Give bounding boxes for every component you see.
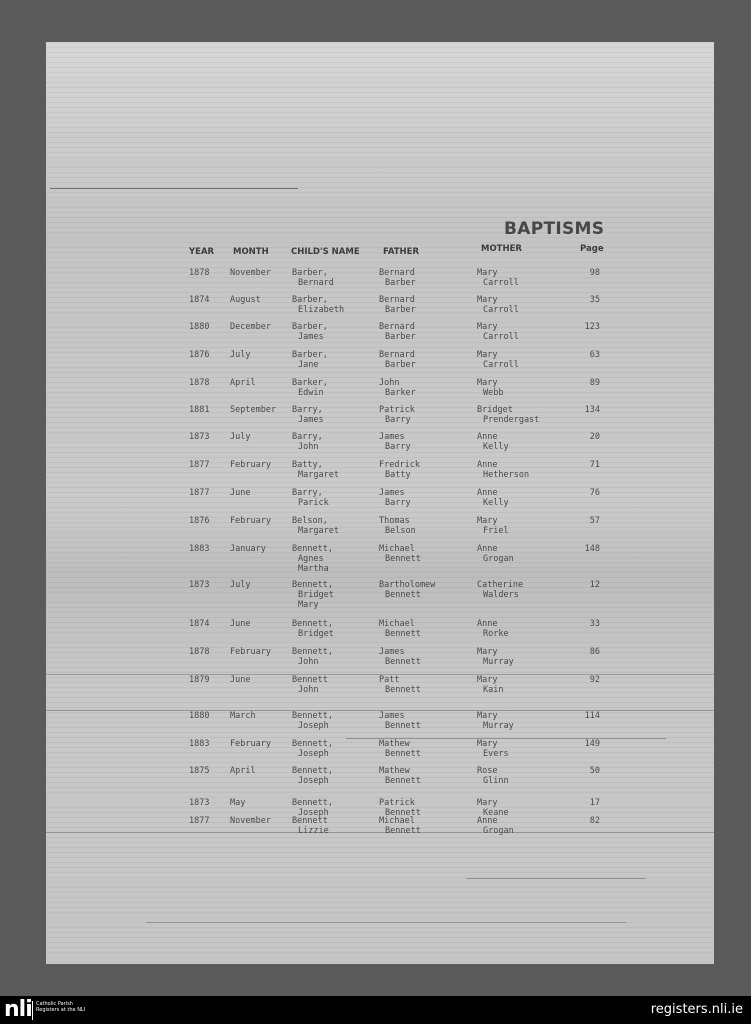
cell-month: November	[230, 816, 271, 826]
father-line: Bennett	[385, 808, 421, 818]
cell-page: 17	[589, 798, 600, 808]
child-line: Elizabeth	[298, 305, 345, 315]
child-line: Barber,	[292, 295, 328, 305]
header-year: YEAR	[189, 247, 215, 257]
mother-line: Mary	[477, 675, 498, 685]
cell-child	[292, 647, 333, 667]
cell-page: 98	[589, 268, 600, 278]
mother-line: Evers	[483, 749, 509, 759]
mother-line: Hetherson	[483, 470, 530, 480]
child-line: Lizzie	[298, 826, 329, 836]
child-line: Margaret	[298, 470, 339, 480]
father-line: Bennett	[385, 657, 421, 667]
cell-child	[292, 322, 328, 342]
cell-child	[292, 516, 339, 536]
child-line: Bennett,	[292, 766, 333, 776]
cell-page: 123	[584, 322, 600, 332]
cell-year: 1875	[189, 766, 210, 776]
cell-page: 134	[584, 405, 600, 415]
cell-child	[292, 619, 334, 639]
cell-year: 1883	[189, 544, 210, 554]
cell-year: 1878	[189, 268, 210, 278]
cell-month: March	[230, 711, 256, 721]
cell-page: 89	[589, 378, 600, 388]
cell-father	[379, 322, 416, 342]
mother-line: Anne	[477, 488, 498, 498]
child-line: Joseph	[298, 721, 329, 731]
logo-caption: Catholic Parish Registers at the NLI	[36, 1001, 86, 1013]
cell-mother	[477, 405, 539, 425]
cell-father	[379, 798, 421, 818]
cell-year: 1876	[189, 516, 210, 526]
cell-child	[292, 432, 323, 452]
father-line: Michael	[379, 544, 415, 554]
cell-year: 1874	[189, 619, 210, 629]
cell-mother	[477, 516, 509, 536]
cell-year: 1877	[189, 460, 210, 470]
cell-mother	[477, 488, 509, 508]
father-line: Bernard	[379, 295, 415, 305]
cell-page: 12	[589, 580, 600, 590]
child-line: Bennett,	[292, 619, 333, 629]
cell-mother	[477, 739, 509, 759]
cell-month: February	[230, 739, 271, 749]
cell-mother	[477, 350, 519, 370]
cell-father	[379, 405, 415, 425]
child-line: John	[298, 657, 319, 667]
cell-year: 1876	[189, 350, 210, 360]
child-line: Bennett,	[292, 711, 333, 721]
mother-line: Prendergast	[483, 415, 540, 425]
mother-line: Catherine	[477, 580, 524, 590]
cell-mother	[477, 711, 514, 731]
cell-father	[379, 268, 416, 288]
header-father: FATHER	[383, 247, 420, 257]
father-line: Bennett	[385, 685, 421, 695]
cell-page: 71	[589, 460, 600, 470]
father-line: James	[379, 711, 405, 721]
child-line: John	[298, 442, 319, 452]
cell-year: 1879	[189, 675, 210, 685]
child-line: Bennett,	[292, 544, 333, 554]
father-line: Mathew	[379, 766, 410, 776]
site-link[interactable]: registers.nli.ie	[650, 1002, 743, 1017]
cell-mother	[477, 544, 514, 564]
child-line: Joseph	[298, 808, 329, 818]
child-line: Bennett	[292, 675, 328, 685]
cell-mother	[477, 816, 514, 836]
cell-month: February	[230, 460, 271, 470]
cell-year: 1873	[189, 580, 210, 590]
header-month: MONTH	[233, 247, 269, 257]
cell-month: June	[230, 619, 251, 629]
cell-father	[379, 432, 411, 452]
child-line: James	[298, 332, 324, 342]
cell-mother	[477, 798, 509, 818]
mother-line: Glinn	[483, 776, 509, 786]
mother-line: Anne	[477, 460, 498, 470]
mother-line: Murray	[483, 657, 514, 667]
child-line: Mary	[298, 600, 319, 610]
father-line: John	[379, 378, 400, 388]
father-line: Barber	[385, 332, 416, 342]
cell-month: February	[230, 516, 271, 526]
cell-page: 57	[589, 516, 600, 526]
cell-father	[379, 647, 421, 667]
cell-page: 63	[589, 350, 600, 360]
cell-mother	[477, 432, 509, 452]
cell-child	[292, 544, 333, 574]
cell-month: July	[230, 432, 251, 442]
cell-mother	[477, 295, 519, 315]
cell-father	[379, 544, 421, 564]
child-line: James	[298, 415, 324, 425]
father-line: Bernard	[379, 350, 415, 360]
cell-page: 82	[589, 816, 600, 826]
cell-child	[292, 488, 329, 508]
cell-month: September	[230, 405, 277, 415]
father-line: Bennett	[385, 554, 421, 564]
cell-month: July	[230, 580, 251, 590]
register-page	[46, 42, 714, 964]
father-line: Bennett	[385, 629, 421, 639]
cell-father	[379, 619, 421, 639]
father-line: Bartholomew	[379, 580, 436, 590]
footer-bar	[0, 996, 751, 1024]
mother-line: Grogan	[483, 826, 514, 836]
father-line: Bennett	[385, 776, 421, 786]
mother-line: Anne	[477, 619, 498, 629]
child-line: Edwin	[298, 388, 324, 398]
father-line: Bernard	[379, 322, 415, 332]
cell-month: May	[230, 798, 246, 808]
father-line: Barker	[385, 388, 416, 398]
mother-line: Anne	[477, 544, 498, 554]
child-line: Belson,	[292, 516, 328, 526]
cell-father	[379, 711, 421, 731]
cell-child	[292, 295, 344, 315]
father-line: Barry	[385, 415, 411, 425]
mother-line: Mary	[477, 798, 498, 808]
cell-page: 20	[589, 432, 600, 442]
cell-mother	[477, 675, 503, 695]
mother-line: Murray	[483, 721, 514, 731]
father-line: Bernard	[379, 268, 415, 278]
cell-mother	[477, 647, 514, 667]
cell-page: 35	[589, 295, 600, 305]
mother-line: Mary	[477, 739, 498, 749]
mother-line: Kelly	[483, 498, 509, 508]
mother-line: Rose	[477, 766, 498, 776]
cell-child	[292, 816, 329, 836]
child-line: Barry,	[292, 405, 323, 415]
cell-year: 1873	[189, 798, 210, 808]
cell-father	[379, 295, 416, 315]
child-line: Joseph	[298, 749, 329, 759]
father-line: Bennett	[385, 749, 421, 759]
cell-mother	[477, 268, 519, 288]
father-line: Batty	[385, 470, 411, 480]
cell-father	[379, 739, 421, 759]
father-line: Barry	[385, 442, 411, 452]
cell-child	[292, 268, 334, 288]
mother-line: Bridget	[477, 405, 513, 415]
father-line: Patrick	[379, 405, 415, 415]
cell-year: 1873	[189, 432, 210, 442]
cell-year: 1878	[189, 647, 210, 657]
cell-child	[292, 580, 334, 610]
cell-child	[292, 350, 328, 370]
cell-father	[379, 766, 421, 786]
child-line: Joseph	[298, 776, 329, 786]
child-line: Barber,	[292, 322, 328, 332]
cell-child	[292, 766, 333, 786]
cell-father	[379, 580, 435, 600]
cell-year: 1874	[189, 295, 210, 305]
cell-page: 148	[584, 544, 600, 554]
mother-line: Rorke	[483, 629, 509, 639]
child-line: Margaret	[298, 526, 339, 536]
mother-line: Friel	[483, 526, 509, 536]
cell-child	[292, 460, 339, 480]
child-line: Bridget	[298, 590, 334, 600]
cell-mother	[477, 580, 523, 600]
cell-page: 50	[589, 766, 600, 776]
cell-page: 86	[589, 647, 600, 657]
father-line: Barber	[385, 305, 416, 315]
header-page: Page	[580, 244, 604, 254]
child-line: Bennett,	[292, 580, 333, 590]
child-line: Bennett,	[292, 798, 333, 808]
cell-father	[379, 350, 416, 370]
cell-father	[379, 816, 421, 836]
cell-mother	[477, 766, 509, 786]
mother-line: Carroll	[483, 332, 519, 342]
cell-year: 1877	[189, 816, 210, 826]
cell-child	[292, 798, 333, 818]
father-line: James	[379, 488, 405, 498]
cell-page: 149	[584, 739, 600, 749]
cell-father	[379, 378, 416, 398]
cell-year: 1880	[189, 322, 210, 332]
cell-month: June	[230, 675, 251, 685]
mother-line: Mary	[477, 711, 498, 721]
cell-year: 1877	[189, 488, 210, 498]
cell-year: 1880	[189, 711, 210, 721]
mother-line: Carroll	[483, 278, 519, 288]
cell-child	[292, 711, 333, 731]
father-line: Patt	[379, 675, 400, 685]
child-line: Bennett,	[292, 739, 333, 749]
cell-month: July	[230, 350, 251, 360]
cell-child	[292, 405, 324, 425]
cell-month: June	[230, 488, 251, 498]
cell-father	[379, 488, 411, 508]
child-line: Parick	[298, 498, 329, 508]
child-line: Bridget	[298, 629, 334, 639]
cell-month: April	[230, 766, 256, 776]
child-line: Bennett,	[292, 647, 333, 657]
cell-month: November	[230, 268, 271, 278]
cell-month: January	[230, 544, 266, 554]
logo-divider	[32, 1001, 33, 1020]
child-line: Barry,	[292, 488, 323, 498]
cell-father	[379, 675, 421, 695]
cell-mother	[477, 378, 503, 398]
father-line: Patrick	[379, 798, 415, 808]
mother-line: Mary	[477, 516, 498, 526]
cell-page: 33	[589, 619, 600, 629]
mother-line: Mary	[477, 378, 498, 388]
cell-child	[292, 739, 333, 759]
child-line: Martha	[298, 564, 329, 574]
child-line: Bernard	[298, 278, 334, 288]
cell-page: 76	[589, 488, 600, 498]
register-entries	[46, 42, 714, 964]
mother-line: Carroll	[483, 360, 519, 370]
child-line: Barber,	[292, 350, 328, 360]
cell-father	[379, 460, 420, 480]
child-line: John	[298, 685, 319, 695]
mother-line: Carroll	[483, 305, 519, 315]
child-line: Barker,	[292, 378, 328, 388]
father-line: Barber	[385, 360, 416, 370]
mother-line: Grogan	[483, 554, 514, 564]
mother-line: Keane	[483, 808, 509, 818]
child-line: Agnes	[298, 554, 324, 564]
cell-child	[292, 378, 328, 398]
mother-line: Mary	[477, 322, 498, 332]
mother-line: Walders	[483, 590, 519, 600]
father-line: Thomas	[379, 516, 410, 526]
cell-page: 92	[589, 675, 600, 685]
child-line: Bennett	[292, 816, 328, 826]
father-line: Belson	[385, 526, 416, 536]
cell-mother	[477, 322, 519, 342]
cell-mother	[477, 619, 509, 639]
mother-line: Anne	[477, 816, 498, 826]
cell-year: 1881	[189, 405, 210, 415]
father-line: Michael	[379, 619, 415, 629]
child-line: Barber,	[292, 268, 328, 278]
cell-month: August	[230, 295, 261, 305]
child-line: Jane	[298, 360, 319, 370]
header-child-name: CHILD'S NAME	[291, 247, 360, 257]
cell-month: April	[230, 378, 256, 388]
father-line: Bennett	[385, 590, 421, 600]
cell-year: 1878	[189, 378, 210, 388]
cell-mother	[477, 460, 529, 480]
father-line: Michael	[379, 816, 415, 826]
child-line: Barry,	[292, 432, 323, 442]
cell-child	[292, 675, 328, 695]
mother-line: Mary	[477, 647, 498, 657]
cell-father	[379, 516, 416, 536]
mother-line: Kain	[483, 685, 504, 695]
father-line: Fredrick	[379, 460, 420, 470]
father-line: Barber	[385, 278, 416, 288]
cell-month: February	[230, 647, 271, 657]
father-line: Bennett	[385, 721, 421, 731]
mother-line: Kelly	[483, 442, 509, 452]
mother-line: Webb	[483, 388, 504, 398]
father-line: Bennett	[385, 826, 421, 836]
header-mother: MOTHER	[481, 244, 522, 254]
nli-logo: nli	[4, 997, 32, 1022]
register-title: BAPTISMS	[504, 219, 605, 239]
cell-month: December	[230, 322, 271, 332]
mother-line: Mary	[477, 268, 498, 278]
mother-line: Mary	[477, 295, 498, 305]
child-line: Batty,	[292, 460, 323, 470]
cell-page: 114	[584, 711, 600, 721]
mother-line: Anne	[477, 432, 498, 442]
father-line: Mathew	[379, 739, 410, 749]
cell-year: 1883	[189, 739, 210, 749]
father-line: James	[379, 432, 405, 442]
father-line: Barry	[385, 498, 411, 508]
mother-line: Mary	[477, 350, 498, 360]
father-line: James	[379, 647, 405, 657]
